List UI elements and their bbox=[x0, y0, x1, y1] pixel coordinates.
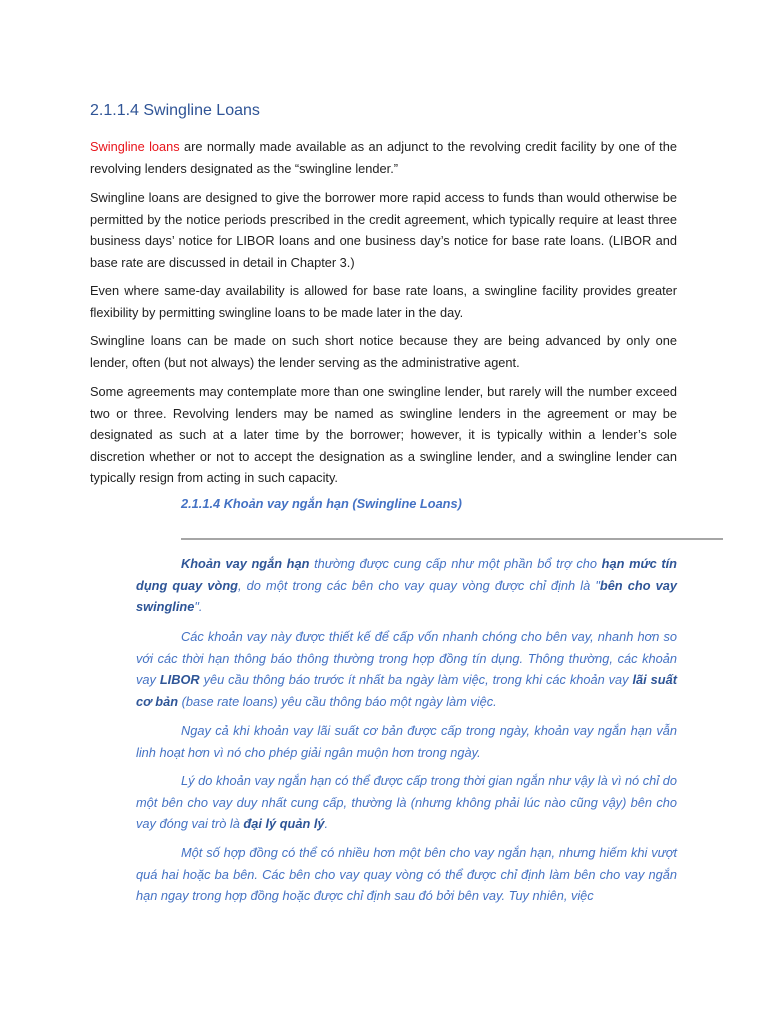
vi-term-swingline-lender: bên cho vay swingline bbox=[136, 577, 677, 614]
vi-p4-text-2: . bbox=[324, 816, 329, 831]
vi-p2-text-2: yêu cầu thông báo trước ít nhất ba ngày làm việc, trong khi các khoản vay bbox=[199, 672, 633, 687]
english-paragraph-1 bbox=[90, 136, 677, 179]
vietnamese-paragraph-1 bbox=[136, 553, 677, 618]
vi-term-base-rate: lãi suất cơ bản bbox=[136, 672, 677, 709]
vi-term-short-term-loan: Khoản vay ngắn hạn bbox=[181, 556, 310, 571]
english-paragraph-5: Some agreements may contemplate more than one swingline lender, but rarely will the number exceed two or three. Revolving lenders may be named as swingline lenders in the agreement or may be designated as such at a later time by the borrower; however, it is typically within a lender’s sole discretion whether or not to accept the designation as a swingline lender, and a swingline lender can typically resign from acting in such capacity. bbox=[90, 384, 677, 485]
english-paragraph-3: Even where same-day availability is allowed for base rate loans, a swingline facility provides greater flexibility by permitting swingline loans to be made later in the day. bbox=[90, 283, 677, 320]
vietnamese-heading: 2.1.1.4 Khoản vay ngắn hạn (Swingline Loans) bbox=[181, 496, 462, 511]
english-paragraph-4: Swingline loans can be made on such short notice because they are being advanced by only one lender, often (but not always) the lender serving as the administrative agent. bbox=[90, 333, 677, 370]
vi-p4-text-1: Lý do khoản vay ngắn hạn có thể được cấp trong thời gian ngắn như vậy là vì nó chỉ do một bên cho vay duy nhất cung cấp, thường là (nhưng không phải lúc nào cũng vậy) bên cho vay đóng vai trò là bbox=[136, 773, 677, 831]
vi-p2-text-3: (base rate loans) yêu cầu thông báo một ngày làm việc. bbox=[178, 693, 497, 709]
vietnamese-paragraph-4 bbox=[136, 770, 677, 835]
vi-p2-text-1: Các khoản vay này được thiết kế để cấp vốn nhanh chóng cho bên vay, nhanh hơn so với các thời hạn thông báo thông thường trong hợp đồng tín dụng. Thông thường, các khoản vay bbox=[136, 629, 677, 687]
vi-p1-text-1: thường được cung cấp như một phần bổ trợ cho bbox=[309, 556, 602, 571]
horizontal-divider bbox=[181, 538, 723, 540]
vi-p1-text-2: , do một trong các bên cho vay quay vòng được chỉ định là " bbox=[237, 577, 600, 593]
vi-term-revolving-credit: hạn mức tín dụng quay vòng bbox=[136, 556, 677, 593]
english-paragraph-2: Swingline loans are designed to give the borrower more rapid access to funds than would otherwise be permitted by the notice periods prescribed in the credit agreement, which typically require at least three business days’ notice for LIBOR loans and one business day’s notice for base rate loans. (LIBOR and base rate are discussed in detail in Chapter 3.) bbox=[90, 190, 677, 270]
vi-p1-text-3: ". bbox=[194, 599, 203, 614]
vietnamese-paragraph-2 bbox=[136, 626, 677, 712]
swingline-loans-term: Swingline loans bbox=[90, 139, 180, 154]
vietnamese-paragraph-5: Một số hợp đồng có thể có nhiều hơn một bên cho vay ngắn hạn, nhưng hiếm khi vượt quá hai hoặc ba bên. Các bên cho vay quay vòng có thể được chỉ định làm bên cho vay ngắn hạn ngay trong hợp đồng hoặc được chỉ định sau đó bởi bên vay. Tuy nhiên, việc bbox=[136, 845, 677, 903]
section-heading: 2.1.1.4 Swingline Loans bbox=[90, 102, 260, 119]
vi-term-admin-agent: đại lý quản lý bbox=[243, 816, 325, 831]
vietnamese-paragraph-3: Ngay cả khi khoản vay lãi suất cơ bản được cấp trong ngày, khoản vay ngắn hạn vẫn linh hoạt hơn vì nó cho phép giải ngân muộn hơn trong ngày. bbox=[136, 723, 677, 760]
english-paragraph-1-text: are normally made available as an adjunct to the revolving credit facility by one of the revolving lenders designated as the “swingline lender.” bbox=[90, 139, 677, 176]
vi-term-libor: LIBOR bbox=[159, 672, 200, 687]
